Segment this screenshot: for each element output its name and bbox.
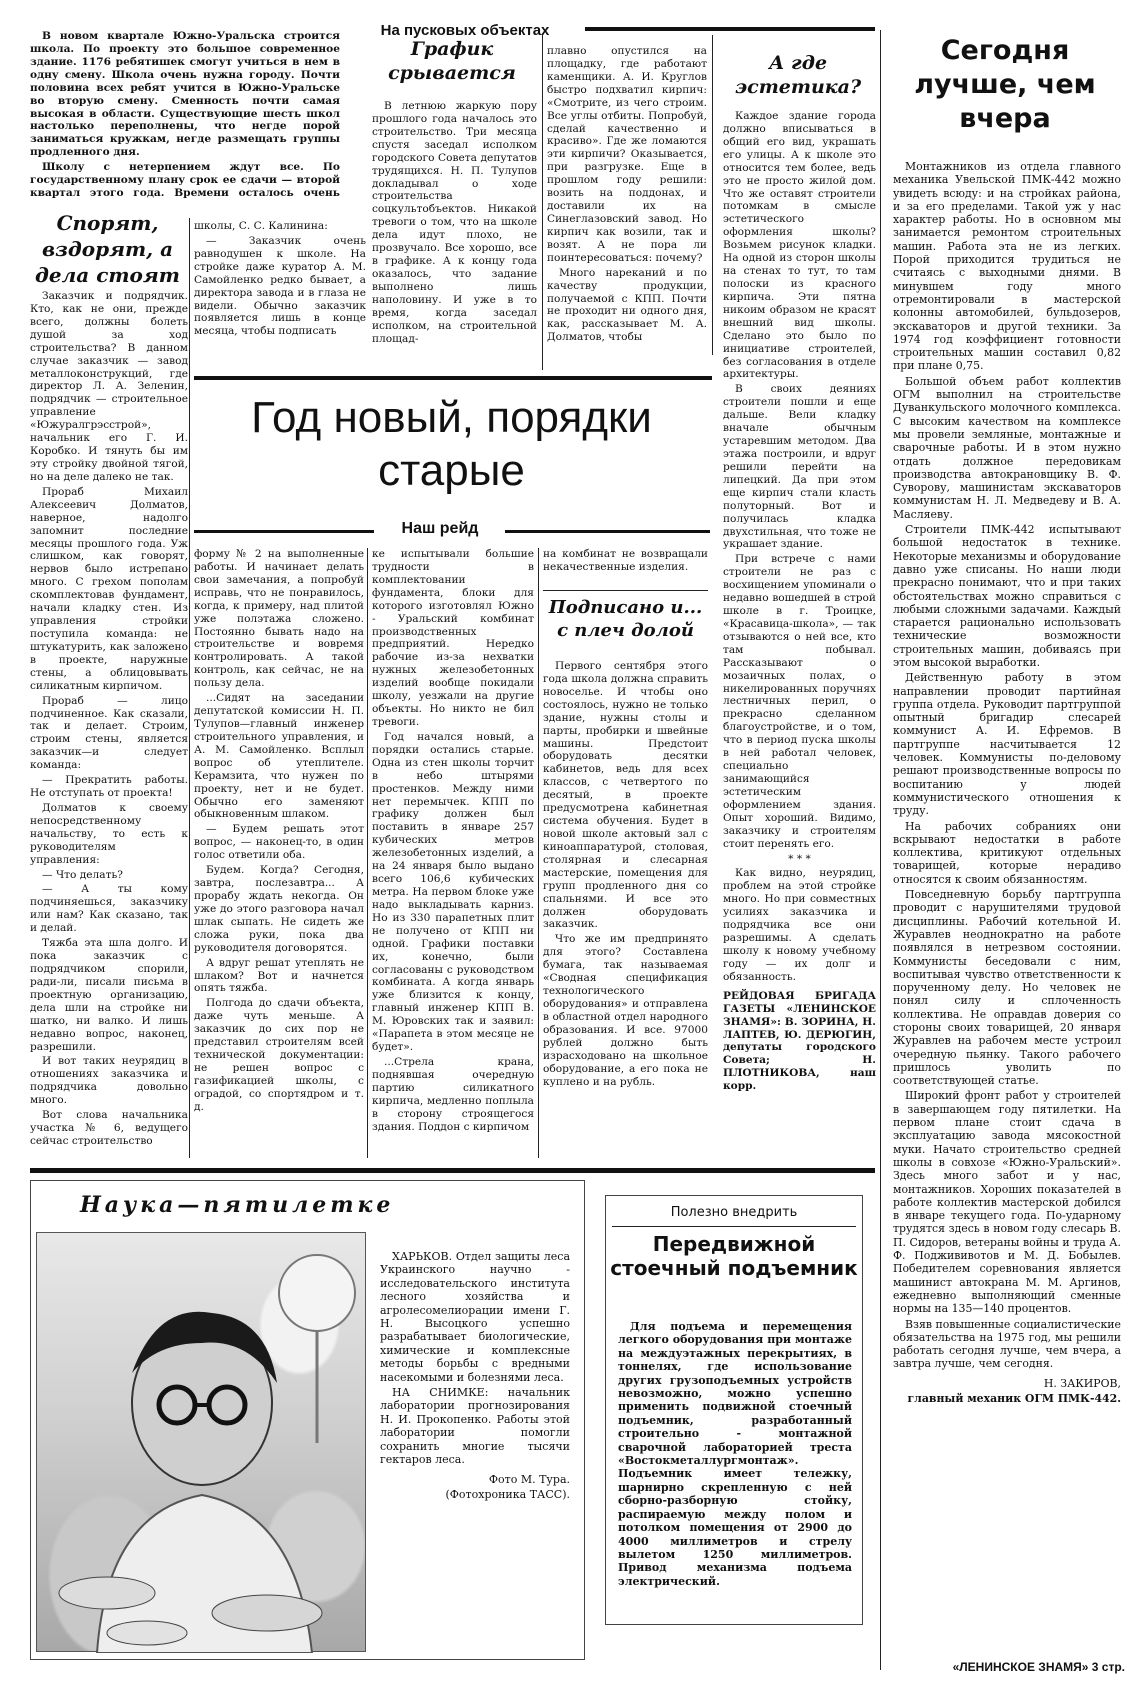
divider — [712, 35, 713, 355]
raid-paragraph: Год начался новый, а порядки остались старые. Одна из стен школы торчит в небо штырями простенков. Между ними нет перемычек. КПП по графику должен был поставить в январе 257 кубических метров железобетонных изделий, а на 24 января было выдано всего 106,6 кубических метра. На первом блоке уже надо выкладывать карниз. Но из 330 парапетных плит не получено от КПП ни одной. Графики поставки их, конечно, были согласованы с руководством комбината. А когда январь уже близится к концу, главный инженер КПП В. М. Юровских так и заявил: «Парапета в этом месяце не будет». — [372, 730, 534, 1054]
kalinin-paragraph: — Заказчик очень равнодушен к школе. На стройке даже куратор А. М. Самойленко редко бывает, а директора завода и в глаза не видели. Обычно заказчик появляется лишь в конце месяца, чтобы подписать — [194, 234, 366, 338]
estetika-paragraph: Каждое здание города должно вписываться в общий его вид, украшать его улицы. А к школе это относится тем более, ведь это не просто жилой дом. Что же оставят строители потомкам в смысле эстетического оформления школы? Возьмем рисунок кладки. На одной из сторон школы на стенах то тут, то там полоски из красного кирпича. Эти пятна никоим образом не красят внешний вид школы. Сделано это было по инициативе строителей, без согласования в отделе архитектуры. — [723, 110, 876, 381]
podemnik-headline: Передвижной стоечный подъемник — [610, 1232, 858, 1281]
segodnya-paragraph: Широкий фронт работ у строителей в завершающем году пятилетки. На первом плане стоит сдача в эксплуатацию завода мясокостной муки. Начато строительство средней школы в совхозе «Южно-Уральский». Здесь много забот и у нас, монтажников. Хороших показателей в работе коллектив мастерской добился в январе текущего года. По-ударному трудятся здесь в новом году слесарь В. П. Сидоров, ветераны войны и труда А. Ф. Поджививотов и М. Д. Бобылев. Победителем соревнования является машинист автокрана М. М. Аргинов, ежедневно выполняющий сменные нормы на 135—140 процентов. — [893, 1089, 1121, 1316]
raid-signature: РЕЙДОВАЯ БРИГАДА ГАЗЕТЫ «ЛЕНИНСКОЕ ЗНАМЯ»: В. ЗОРИНА, Н. ЛАПТЕВ, Ю. ДЕРЮГИН, депутаты городского Совета; Н. ПЛОТНИКОВА, наш корр. — [723, 989, 876, 1093]
raid-paragraph: Полгода до сдачи объекта, даже чуть меньше. А заказчик до сих пор не представил строителям всей технической документации: не решен вопрос с газификацией школы, с оградой, со спортядром и т. д. — [194, 997, 364, 1113]
segodnya-paragraph: Взяв повышенные социалистические обязательства на 1975 год, мы решили работать сегодня лучше, чем вчера, а завтра лучше, чем сегодня. — [893, 1317, 1121, 1371]
nauka-headline: Наука—пятилетке — [80, 1192, 395, 1218]
sporyat-paragraph: — А ты кому подчиняешься, заказчику или нам? Как сказано, так и делай. — [30, 883, 188, 935]
podpisano-paragraph: Что же им предпринято для этого? Составлена бумага, так называемая «Сводная спецификация технологического оборудования» и отправлена в областной отдел народного образования. И все. 97000 рублей должно быть израсходовано на школьное оборудование, а его пока не куплено и на рубль. — [543, 933, 708, 1088]
raid-paragraph: Будем. Когда? Сегодня, завтра, послезавтра... А прорабу ждать некогда. Он уже до этого разговора начал шлак сыпать. Не сидеть же сложа руки, пока два руководителя договорятся. — [194, 864, 364, 954]
segodnya-author-title: главный механик ОГМ ПМК-442. — [907, 1392, 1121, 1406]
raid-column-1 — [194, 548, 364, 1158]
nauka-text: ХАРЬКОВ. Отдел защиты леса Украинского научно - исследовательского института лесного хозяйства и агролесомелиорации имени Г. Н. Высоцкого успешно разрабатывает биологические, химические и комплексные методы борьбы с вредными насекомыми и болезнями леса. — [380, 1250, 570, 1384]
divider — [543, 590, 708, 591]
sporyat-paragraph: Прораб Михаил Алексеевич Долматов, наверное, надолго запомнит последние месяцы прошлого года. Уж слишком, как говорят, нервов было истрепано много. С грехом пополам скомплектовав фундамент, начали кладку стен. Из управления стройки поступила команда: не штукатурить, как заложено в проекте, наружные стены, а облицовывать силикатным кирпичом. — [30, 485, 188, 692]
podemnik-column — [618, 1320, 852, 1620]
rule-raid-left — [194, 530, 374, 533]
podpisano-paragraph: Первого сентября этого года школа должна справить новоселье. И чтобы оно состоялось, нужно не только здание, нужны столы и парты, пробирки и швейные машины. Предстоит оборудовать десятки кабинетов, ведь для всех классов, с четвертого по десятый, в проекте предусмотрена кабинетная система обучения. Будет в новой школе актовый зал с киноаппаратурой, столовая, столярная и слесарная мастерские, помещения для групп продленного дня со спальнями. И все это должен оборудовать заказчик. — [543, 660, 708, 931]
grafik-paragraph: плавно опустился на площадку, где работают каменщики. А. И. Круглов быстро подхватил кирпич: «Смотрите, из чего строим. Все углы отбиты. Попробуй, сделай качественно и красиво». Где же ломаются эти кирпичи? Оказывается, при разгрузке. Еще в прошлом году решили: возить на поддонах, и доставили их на Синеглазовский завод. Но кирпич как возили, так и возят. А не пора ли поинтересоваться: почему? — [547, 45, 707, 264]
divider — [538, 548, 539, 1158]
raid-paragraph: ке испытывали большие трудности в комплектовании фундамента, блоки для которого изготовлял Южно - Уральский комбинат производственных предприятий. Нередко рабочие из-за нехватки нужных железобетонных изделий вообще покидали школу, уезжали на другие объекты. Но никто не бил тревоги. — [372, 548, 534, 728]
estetika-headline: А где эстетика? — [734, 52, 862, 98]
divider — [367, 548, 368, 1158]
raid-column-3 — [543, 548, 708, 588]
rule-top — [585, 27, 875, 31]
podemnik-text: Для подъема и перемещения легкого оборудования при монтаже на междуэтажных перекрытиях, в тоннелях, где использование других грузоподъемных устройств невозможно, можно успешно применить подвижной стоечный подъемник, разработанный строительно - монтажной сварочной лабораторией треста «Востокметаллургмонтаж». Подъемник имеет тележку, шарнирно скрепленную с ней сборно-разборную стойку, распираемую между полом и потолком помещения от 2900 до 4000 миллиметров и стрелу вылетом 1250 миллиметров. Привод механизма подъема электрический. — [618, 1320, 852, 1588]
grafik-continued-column — [547, 45, 707, 370]
estetika-column — [723, 110, 876, 1150]
sporyat-paragraph: Долматов к своему непосредственному начальству, то есть к руководителям управления: — [30, 801, 188, 866]
intro-paragraph: Школу с нетерпением ждут все. По государственному плану срок ее сдачи — второй квартал этого года. Времени осталось очень — [30, 161, 340, 200]
sporyat-paragraph: — Что делать? — [42, 868, 123, 881]
rule-main — [194, 376, 712, 380]
grafik-paragraph: Много нареканий и по качеству продукции, получаемой с КПП. Почти не проходит ни одного дня, как, рассказывает М. А. Долматов, чтобы — [547, 266, 707, 344]
rule-bottom-section — [30, 1168, 875, 1173]
podpisano-column — [543, 660, 708, 1160]
estetika-paragraph: При встрече с нами строители не раз с восхищением упоминали о недавно вошедшей в строй школе в г. Троицке, «Красавица-школа», — так отзываются о ней все, кто там побывал. Рассказывают о мозаичных полах, о никелированных поручнях лестничных перил, о прекрасно сделанном благоустройстве, и о том, что в период пуска школы в ней работал человек, специально занимающийся эстетическим оформлением здания. Опыт хороший. Видимо, заказчику и строителям стоит перенять его. — [723, 553, 876, 850]
podemnik-kicker: Полезно внедрить — [670, 1205, 798, 1220]
kicker-top: На пусковых объектах — [380, 22, 550, 39]
segodnya-author-name: Н. ЗАКИРОВ, — [1043, 1376, 1121, 1390]
photo-agency: (Фотохроника ТАСС). — [445, 1487, 570, 1501]
segodnya-paragraph: Монтажников из отдела главного механика Увельской ПМК-442 можно увидеть всюду: и на стройках района, и за его пределами. Такой уж у нас характер работы. Но в основном мы занимается ремонтом строительных машин. Работа эта не из легких. Порой приходится трудиться не считаясь с выходными днями. В минувшем году много отремонтировали в мастерской колонны автомобилей, бульдозеров, экскаваторов и другой техники. За 1974 год коэффициент готовности строительных машин составил 0,82 при плане 0,75. — [893, 160, 1121, 373]
segodnya-column — [893, 160, 1121, 1600]
segodnya-paragraph: Строители ПМК-442 испытывают большой недостаток в технике. Некоторые механизмы и оборудование давно уже списаны. Но наши люди прекрасно понимают, что и при таких обстоятельствах можно справиться с любыми сложными задачами. Каждый старается рационально использовать технические возможности строительных машин, добиваясь при этом высокой выработки. — [893, 523, 1121, 669]
segodnya-paragraph: Действенную работу в этом направлении проводит партийная группа отдела. Руководит партгруппой опытный бригадир слесарей коммунист А. И. Ефремов. В партгруппе насчитывается 12 человек. Коммунисты по-деловому решают производственные вопросы по воспитанию у людей коммунистического отношения к труду. — [893, 671, 1121, 818]
grafik-paragraph: В летнюю жаркую пору прошлого года началось это строительство. Три месяца спустя заседал исполком городского Совета депутатов трудящихся. Н. П. Тулупов докладывал о ходе строительства соцкультобъектов. Никакой тревоги о том, что на школе дела идут плохо, не прозвучало. Все хорошо, все в графике. А к концу года оказалось, что задание выполнено лишь наполовину. И уже в то время, когда заседал исполком, на строительной площад- — [372, 100, 537, 345]
sporyat-paragraph: И вот таких неурядиц в отношениях заказчика и подрядчика довольно много. — [30, 1055, 188, 1107]
sporyat-column — [30, 290, 188, 1155]
sporyat-paragraph: Вот слова начальника участка № 6, ведущего сейчас строительство — [30, 1109, 188, 1147]
raid-label: Наш рейд — [401, 520, 479, 537]
raid-paragraph: на комбинат не возвращали некачественные изделия. — [543, 548, 708, 573]
sporyat-paragraph: Тяжба эта шла долго. И пока заказчик с подрядчиком спорили, ради-ли, писали письма в проектную организацию, дела шли на стройке ни шатко, ни валко. И лишь недавно вопрос, наконец, разрешили. — [30, 937, 188, 1053]
divider — [880, 30, 881, 1670]
kalinin-paragraph: школы, С. С. Калинина: — [194, 220, 328, 232]
estetika-separator: * * * — [788, 852, 811, 865]
grafik-column — [372, 100, 537, 370]
raid-paragraph: ...Сидят на заседании депутатской комиссии Н. П. Тулупов—главный инженер строительного управления, и А. М. Самойленко. Всплыл вопрос об утеплителе. Керамзита, что нужен по проекту, нет и не будет. Обычно его заменяют обыкновенным шлаком. — [194, 692, 364, 821]
segodnya-paragraph: Повседневную борьбу партгруппа проводит с нарушителями трудовой дисциплины. Рабочий котельной И. Журавлев неоднократно на работе появлялся в нетрезвом состоянии. Коммунисты беседовали с ним, воспитывая чувство ответственности к порученному делу. Но человек не понял силу и сплоченность коллектива. Не оправдав доверия со стороны своих товарищей, 20 января Журавлев на рабочем месте устроил очередную пьянку. Такого рабочего пришлось уволить по соответствующей статье. — [893, 888, 1121, 1088]
scientist-photo — [36, 1232, 366, 1652]
sporyat-paragraph: Заказчик и подрядчик. Кто, как не они, прежде всего, должны болеть душой за ход строительства? В данном случае заказчик — завод металлоконструкций, где директор Л. А. Зеленин, подрядчик — строительное управление «Южуралгрэсстрой», начальник его Г. И. Коробко. И тянуть бы им эту стройку двойной тягой, но на деле далеко не так. — [30, 290, 188, 483]
sporyat-paragraph: — Прекратить работы. Не отступать от проекта! — [30, 774, 188, 800]
nauka-column — [380, 1250, 570, 1620]
segodnya-headline: Сегодня лучше, чем вчера — [914, 35, 1096, 134]
photo-credit: Фото М. Тура. — [488, 1472, 570, 1486]
divider — [189, 218, 190, 1158]
segodnya-paragraph: На рабочих собраниях они вскрывают недостатки в работе коллектива, критикуют отдельных товарищей, которые нерадиво относятся к своим обязанностям. — [893, 819, 1121, 886]
segodnya-paragraph: Большой объем работ коллектив ОГМ выполнил на строительстве Дуванкульского молочного комплекса. С высоким качеством на комплексе мы провели земляные, монтажные и сварочные работы. И в этом нужно отдать должное передовикам производства автокрановщику В. Ф. Суворову, машинистам экскаваторов коммунистам Н. Л. Медведеву и В. А. Масляеву. — [893, 374, 1121, 521]
intro-text — [30, 30, 340, 200]
kalinin-column — [194, 220, 366, 370]
sporyat-headline: Спорят, вздорят, а дела стоят — [35, 211, 180, 287]
raid-paragraph: — Будем решать этот вопрос, — наконец-то, в один голос ответили оба. — [194, 823, 364, 862]
estetika-paragraph: Как видно, неурядиц, проблем на этой стройке много. Но при совместных усилиях заказчика и подрядчика все они разрешимы. А сделать школу к новому учебному году — их долг и обязанность. — [723, 867, 876, 983]
divider — [612, 1226, 856, 1227]
estetika-paragraph: В своих деяниях строители пошли и еще дальше. Вели кладку вначале обычным устаревшим методом. Два этажа построили, и вдруг решили перейти на липецкий. Да при этом еще кирпич стали класть полуторный. Вот и получилась кладка двухстильная, что тоже не украшает здание. — [723, 383, 876, 551]
raid-paragraph: ...Стрела крана, поднявшая очередную партию силикатного кирпича, медленно поплыла в сторону строящегося здания. Поддон с кирпичом — [372, 1055, 534, 1133]
nauka-caption: НА СНИМКЕ: начальник лаборатории прогнозирования Н. И. Прокопенко. Работы этой лаборатории помогли сохранить многие тысячи гектаров леса. — [380, 1386, 570, 1467]
podpisano-headline: Подписано и... с плеч долой — [548, 597, 703, 642]
divider — [542, 35, 543, 370]
raid-paragraph: форму № 2 на выполненные работы. И начинает делать свои замечания, а попробуй исправь, что не понравилось, когда, к примеру, над плитой уже полэтажа сложено. Постоянно бывать надо на строительстве и вовремя контролировать. А такой контроль, как сейчас, не на пользу дела. — [194, 548, 364, 690]
sporyat-paragraph: Прораб — лицо подчиненное. Как сказали, так и делает. Строим, строим стены, является заказчик—и следует команда: — [30, 694, 188, 772]
scientist-illustration — [37, 1233, 367, 1653]
rule-raid-right — [505, 530, 710, 533]
page-footer: «ЛЕНИНСКОЕ ЗНАМЯ» 3 стр. — [952, 1660, 1125, 1674]
raid-paragraph: А вдруг решат утеплять не шлаком? Вот и начнется опять тяжба. — [194, 956, 364, 995]
raid-column-2 — [372, 548, 534, 1158]
intro-paragraph: В новом квартале Южно-Уральска строится школа. По проекту это большое современное здание. 1176 ребятишек смогут учиться в нем в одну смену. Школа очень нужна городу. Почти половина всех ребят учится в Южно-Уральске во вторую смену. Сменность почти самая высокая в области. Существующие шесть школ настолько переполнены, что негде порой заниматься кружкам, негде размещать группы продленного дня. — [30, 30, 340, 159]
main-headline: Год новый, порядки старые — [251, 393, 652, 495]
grafik-headline: График срывается — [388, 38, 516, 84]
